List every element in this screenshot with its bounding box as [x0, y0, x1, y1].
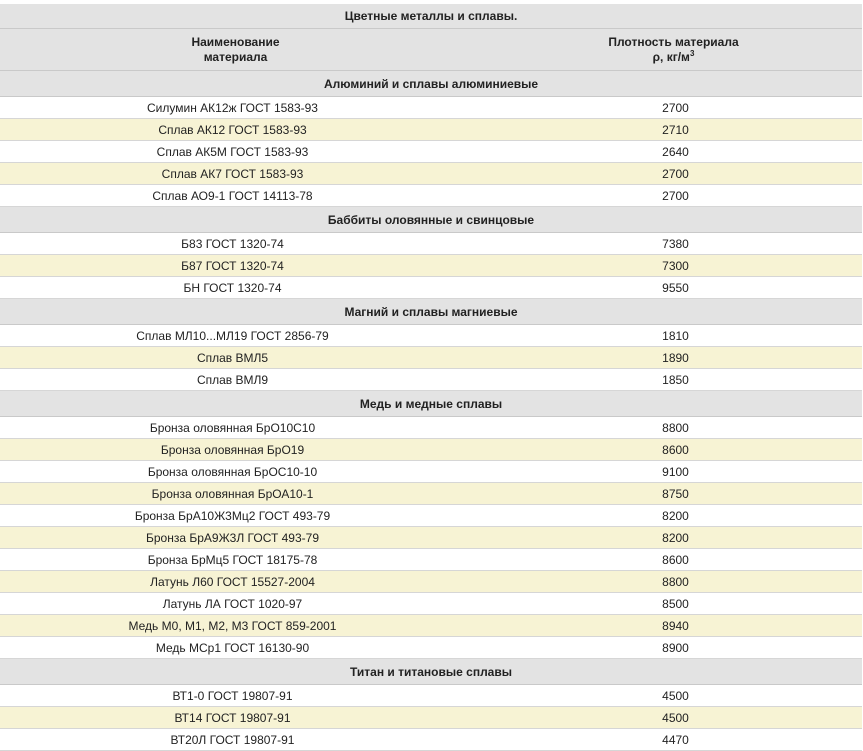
material-name-cell: Медь МСр1 ГОСТ 16130-90: [0, 637, 471, 659]
section-title: Алюминий и сплавы алюминиевые: [0, 71, 862, 97]
section-header-row: [0, 391, 862, 417]
material-name-cell: Медь М0, М1, М2, М3 ГОСТ 859-2001: [0, 615, 471, 637]
table-row: [0, 277, 862, 299]
material-name-cell: БН ГОСТ 1320-74: [0, 277, 471, 299]
table-row: [0, 505, 862, 527]
column-header-density-unit-exponent: 3: [689, 48, 695, 58]
table-row: [0, 325, 862, 347]
material-name-cell: Сплав МЛ10...МЛ19 ГОСТ 2856-79: [0, 325, 471, 347]
density-value-cell: 9100: [471, 461, 862, 483]
table-row: [0, 483, 862, 505]
density-value-cell: 4470: [471, 729, 862, 751]
section-title: Титан и титановые сплавы: [0, 659, 862, 685]
material-name-cell: ВТ20Л ГОСТ 19807-91: [0, 729, 471, 751]
density-value-cell: 1890: [471, 347, 862, 369]
column-header-material: [0, 29, 471, 71]
density-value-cell: 7300: [471, 255, 862, 277]
section-title: Магний и сплавы магниевые: [0, 299, 862, 325]
section-title: Медь и медные сплавы: [0, 391, 862, 417]
table-row: [0, 347, 862, 369]
density-value-cell: 1810: [471, 325, 862, 347]
material-name-cell: Бронза оловянная БрО19: [0, 439, 471, 461]
density-value-cell: 8200: [471, 505, 862, 527]
density-value-cell: 8940: [471, 615, 862, 637]
table-row: [0, 527, 862, 549]
table-row: [0, 141, 862, 163]
column-header-density-line1: Плотность материала: [608, 34, 739, 49]
density-value-cell: 2700: [471, 97, 862, 119]
density-value-cell: 8600: [471, 439, 862, 461]
density-value-cell: 8500: [471, 593, 862, 615]
table-title: Цветные металлы и сплавы.: [0, 4, 862, 29]
density-value-cell: 8600: [471, 549, 862, 571]
table-row: [0, 163, 862, 185]
density-value-cell: 8900: [471, 637, 862, 659]
density-value-cell: 1850: [471, 369, 862, 391]
table-row: [0, 549, 862, 571]
material-name-cell: Бронза оловянная БрОС10-10: [0, 461, 471, 483]
table-row: [0, 593, 862, 615]
density-value-cell: 4500: [471, 685, 862, 707]
table-row: [0, 461, 862, 483]
density-value-cell: 8200: [471, 527, 862, 549]
material-name-cell: Сплав АО9-1 ГОСТ 14113-78: [0, 185, 471, 207]
table-row: [0, 707, 862, 729]
material-name-cell: Сплав ВМЛ9: [0, 369, 471, 391]
density-value-cell: 8750: [471, 483, 862, 505]
table-row: [0, 185, 862, 207]
section-header-row: [0, 207, 862, 233]
table-row: [0, 571, 862, 593]
table-row: [0, 119, 862, 141]
table-row: [0, 685, 862, 707]
table-row: [0, 369, 862, 391]
column-header-density: [471, 29, 862, 71]
material-name-cell: Сплав АК12 ГОСТ 1583-93: [0, 119, 471, 141]
table-title-row: [0, 4, 862, 29]
table-row: [0, 439, 862, 461]
density-value-cell: 2640: [471, 141, 862, 163]
material-name-cell: Бронза БрА10Ж3Мц2 ГОСТ 493-79: [0, 505, 471, 527]
material-name-cell: Силумин АК12ж ГОСТ 1583-93: [0, 97, 471, 119]
material-name-cell: Сплав АК7 ГОСТ 1583-93: [0, 163, 471, 185]
section-title: Баббиты оловянные и свинцовые: [0, 207, 862, 233]
density-value-cell: 7380: [471, 233, 862, 255]
material-name-cell: Бронза оловянная БрОА10-1: [0, 483, 471, 505]
table-row: [0, 417, 862, 439]
density-value-cell: 2710: [471, 119, 862, 141]
material-name-cell: Бронза БрМц5 ГОСТ 18175-78: [0, 549, 471, 571]
material-name-cell: Сплав ВМЛ5: [0, 347, 471, 369]
density-table: [0, 4, 862, 751]
material-name-cell: Сплав АК5М ГОСТ 1583-93: [0, 141, 471, 163]
table-row: [0, 615, 862, 637]
column-header-material-line1: Наименование: [191, 34, 280, 49]
density-value-cell: 2700: [471, 163, 862, 185]
density-value-cell: 2700: [471, 185, 862, 207]
density-value-cell: 4500: [471, 707, 862, 729]
column-header-density-line2: ρ, кг/м: [652, 49, 690, 64]
material-name-cell: Б87 ГОСТ 1320-74: [0, 255, 471, 277]
material-name-cell: Бронза БрА9Ж3Л ГОСТ 493-79: [0, 527, 471, 549]
material-name-cell: Латунь ЛА ГОСТ 1020-97: [0, 593, 471, 615]
table-header-row: [0, 29, 862, 71]
column-header-material-line2: материала: [203, 49, 268, 64]
section-header-row: [0, 71, 862, 97]
section-header-row: [0, 659, 862, 685]
material-name-cell: Латунь Л60 ГОСТ 15527-2004: [0, 571, 471, 593]
material-name-cell: Б83 ГОСТ 1320-74: [0, 233, 471, 255]
density-value-cell: 8800: [471, 417, 862, 439]
table-row: [0, 233, 862, 255]
table-row: [0, 255, 862, 277]
material-name-cell: ВТ1-0 ГОСТ 19807-91: [0, 685, 471, 707]
table-row: [0, 637, 862, 659]
section-header-row: [0, 299, 862, 325]
density-value-cell: 8800: [471, 571, 862, 593]
density-value-cell: 9550: [471, 277, 862, 299]
material-name-cell: Бронза оловянная БрО10С10: [0, 417, 471, 439]
table-row: [0, 97, 862, 119]
material-name-cell: ВТ14 ГОСТ 19807-91: [0, 707, 471, 729]
